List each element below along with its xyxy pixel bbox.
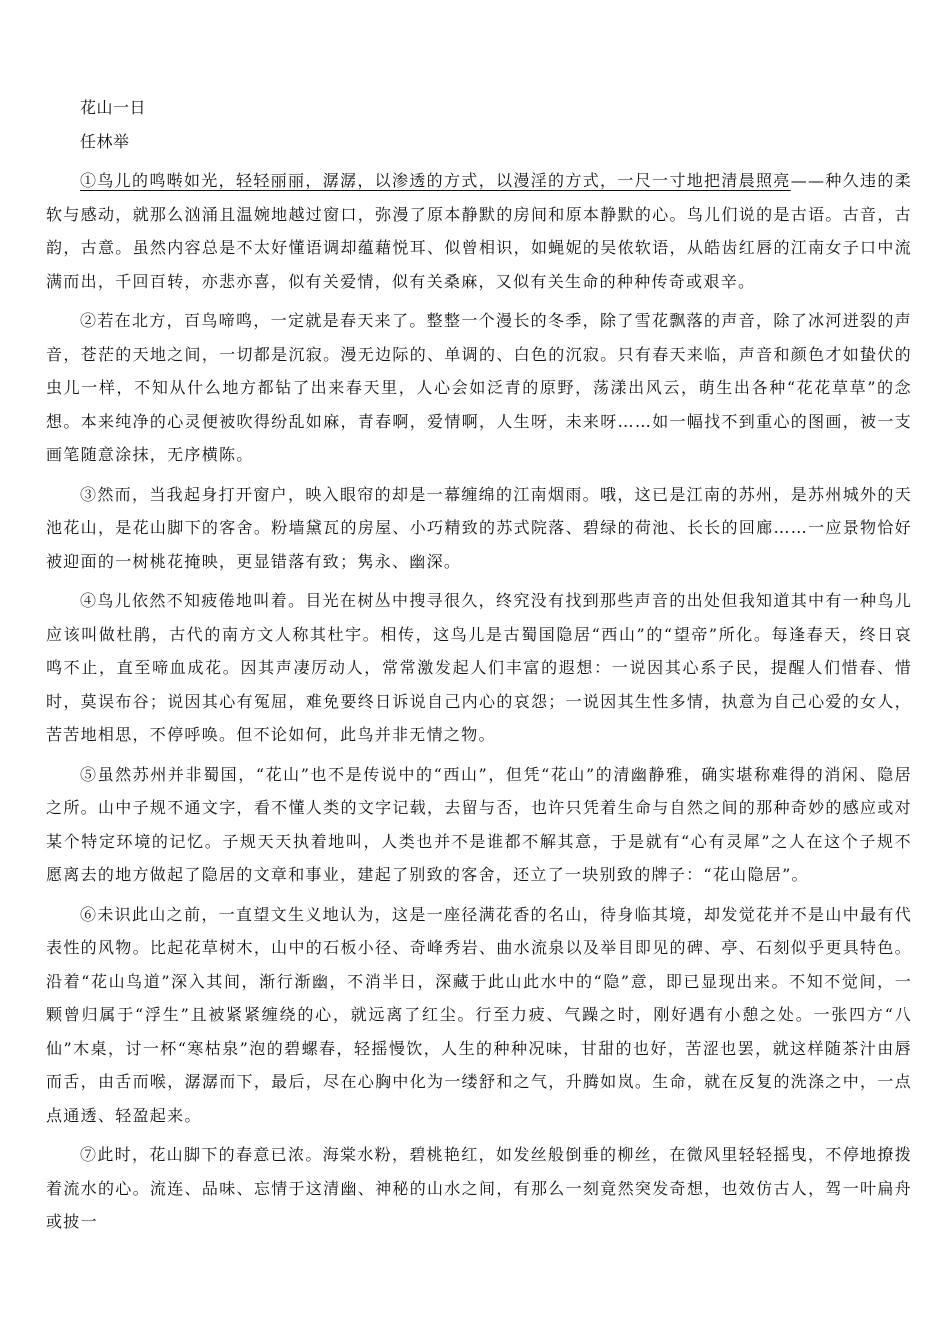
paragraph-6: [46, 898, 912, 1133]
paragraph-text: ④鸟儿依然不知疲倦地叫着。目光在树丛中搜寻很久，终究没有找到那些声音的出处但我知道其中有一种鸟儿应该叫做杜鹃，古代的南方文人称其杜宇。相传，这鸟儿是古蜀国隐居“西山”的“望帝”所化。每逢春天，终日哀鸣不止，直至啼血成花。因其声凄厉动人，常常激发起人们丰富的遐想：一说因其心系子民，提醒人们惜春、惜时，莫误布谷；说因其心有冤屈，难免要终日诉说自己内心的哀怨；一说因其生性多情，执意为自己心爱的女人，苦苦地相思，不停呼唤。但不论如何，此鸟并非无情之物。: [46, 591, 912, 744]
paragraph-5: [46, 758, 912, 892]
paragraph-text: ⑦此时，花山脚下的春意已浓。海棠水粉，碧桃艳红，如发丝般倒垂的柳丝，在微风里轻轻摇曳，不停地撩拨着流水的心。流连、品味、忘情于这清幽、神秘的山水之间，有那么一刻竟然突发奇想，也效仿古人，驾一叶扁舟或披一: [46, 1145, 912, 1231]
paragraph-text: ③然而，当我起身打开窗户，映入眼帘的却是一幕缠绵的江南烟雨。哦，这已是江南的苏州，是苏州城外的天池花山，是花山脚下的客舍。粉墙黛瓦的房屋、小巧精致的苏式院落、碧绿的荷池、长长的回廊……一应景物恰好被迎面的一树桃花掩映，更显错落有致；隽永、幽深。: [46, 484, 912, 571]
paragraph-1: [46, 164, 912, 298]
paragraph-7: [46, 1138, 912, 1239]
paragraph-4: [46, 584, 912, 752]
paragraph-3: [46, 478, 912, 579]
underlined-sentence: ①鸟儿的鸣啭如光，轻轻丽丽，潺潺，以渗透的方式，以漫淫的方式，一尺一寸地把清晨照亮: [80, 171, 791, 190]
article-author: 任林举: [80, 132, 130, 151]
paragraph-text: ⑥未识此山之前，一直望文生义地认为，这是一座径满花香的名山，待身临其境，却发觉花并不是山中最有代表性的风物。比起花草树木，山中的石板小径、奇峰秀岩、曲水流泉以及举目即见的碑、亭、石刻似乎更具特色。沿着“花山鸟道”深入其间，渐行渐幽，不消半日，深藏于此山此水中的“隐”意，即已显现出来。不知不觉间，一颗曾归属于“浮生”且被紧紧缠绕的心，就远离了红尘。行至力疲、气躁之时，刚好遇有小憩之处。一张四方“八仙”木桌，讨一杯“寒枯泉”泡的碧螺春，轻摇慢饮，人生的种种况味，甘甜的也好，苦涩也罢，就这样随茶汁由唇而舌，由舌而喉，潺潺而下，最后，尽在心胸中化为一缕舒和之气，升腾如岚。生命，就在反复的洗涤之中，一点点通透、轻盈起来。: [46, 904, 912, 1125]
paragraph-text: ②若在北方，百鸟啼鸣，一定就是春天来了。整整一个漫长的冬季，除了雪花飘落的声音，除了冰河迸裂的声音，苍茫的天地之间，一切都是沉寂。漫无边际的、单调的、白色的沉寂。只有春天来临，声音和颜色才如蛰伏的虫儿一样，不知从什么地方都钻了出来春天里，人心会如泛青的原野，荡漾出风云，萌生出各种“花花草草”的念想。本来纯净的心灵便被吹得纷乱如麻，青春啊，爱情啊，人生呀，未来呀……如一幅找不到重心的图画，被一支画笔随意涂抹，无序横陈。: [46, 311, 912, 464]
article-title: 花山一日: [80, 98, 147, 117]
article-body: [46, 96, 912, 1245]
paragraph-2: [46, 304, 912, 472]
paragraph-text: ——种久违的柔软与感动，就那么汹涌且温婉地越过窗口，弥漫了原本静默的房间和原本静默的心。鸟儿们说的是古语。古音，古韵，古意。虽然内容总是不太好懂语调却蕴藉悦耳、似曾相识，如蝇妮的吴侬软语，从皓齿红唇的江南女子口中流满而出，千回百转，亦悲亦喜，似有关爱情，似有关桑麻，又似有关生命的种种传奇或艰辛。: [46, 171, 912, 291]
paragraph-text: ⑤虽然苏州并非蜀国，“花山”也不是传说中的“西山”，但凭“花山”的清幽静雅，确实堪称难得的消闲、隐居之所。山中子规不通文字，看不懂人类的文字记载，去留与否，也许只凭着生命与自然之间的那种奇妙的感应或对某个特定环境的记忆。子规天天执着地叫，人类也并不是谁都不解其意，于是就有“心有灵犀”之人在这个子规不愿离去的地方做起了隐居的文章和事业，建起了别致的客舍，还立了一块别致的牌子：“花山隐居”。: [46, 764, 912, 884]
